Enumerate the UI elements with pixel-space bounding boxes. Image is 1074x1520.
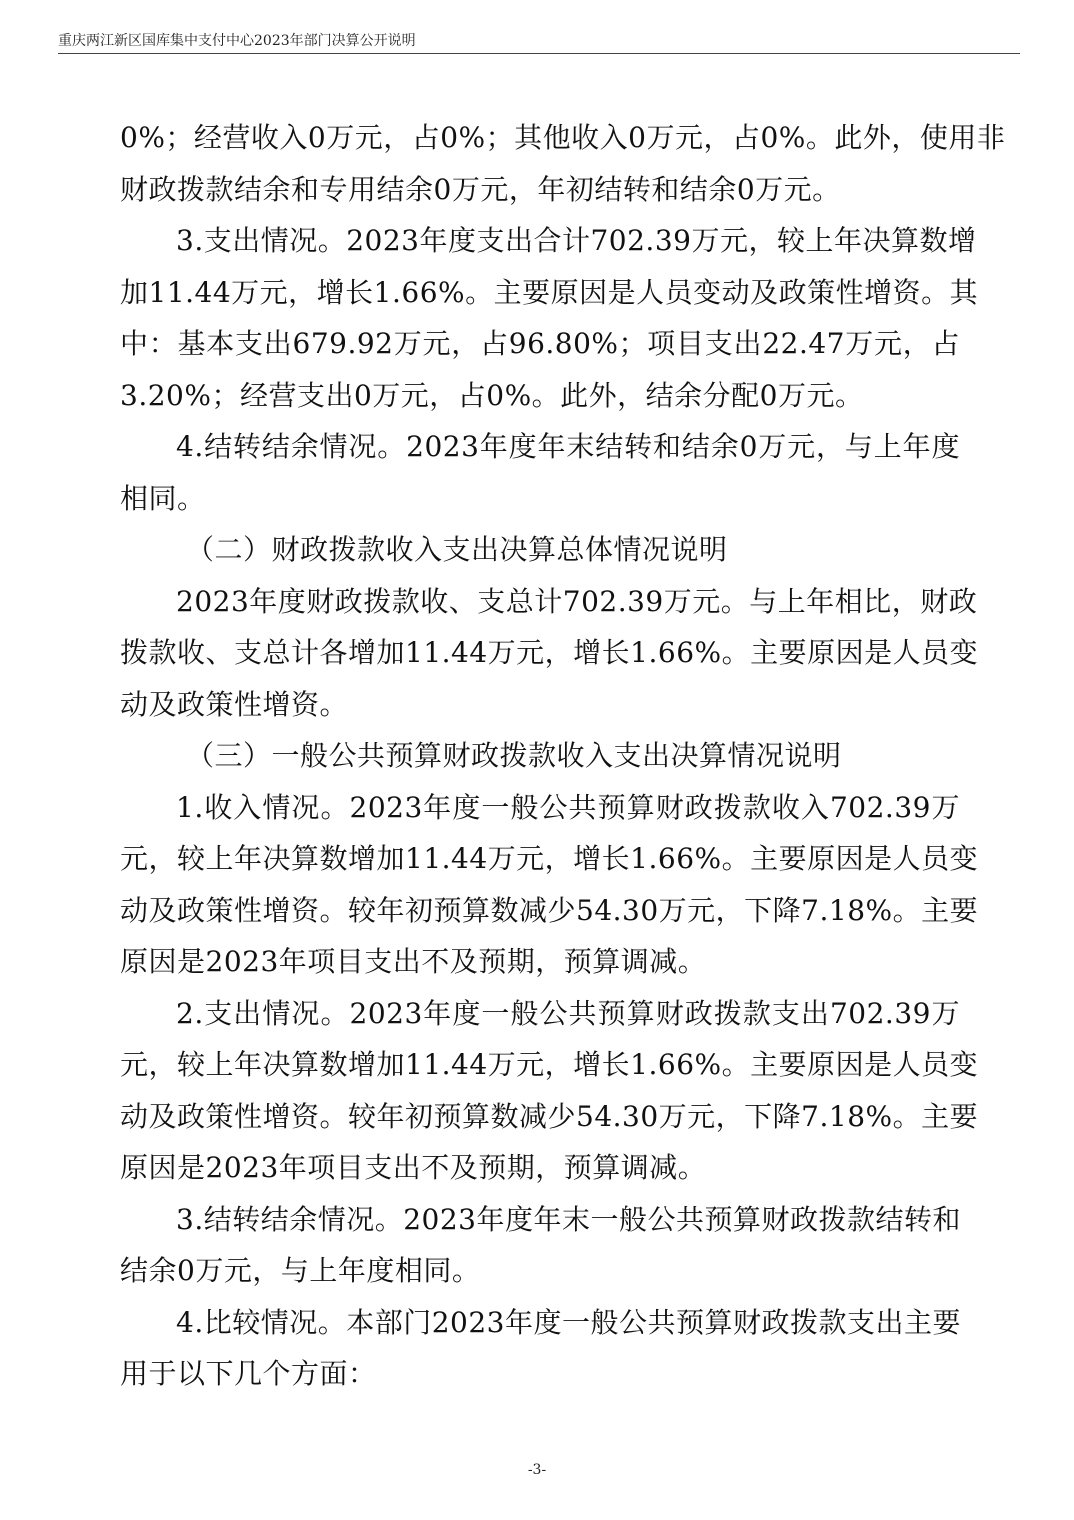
- body-text-line: 动及政策性增资。较年初预算数减少54.30万元，下降7.18%。主要: [120, 893, 979, 927]
- paragraph-first-line: 2023年度财政拨款收、支总计702.39万元。与上年相比，财政: [176, 584, 978, 618]
- paragraph-first-line: 4.比较情况。本部门2023年度一般公共预算财政拨款支出主要: [176, 1305, 961, 1339]
- section-heading: （二）财政拨款收入支出决算总体情况说明: [186, 533, 728, 566]
- section-heading: （三）一般公共预算财政拨款收入支出决算情况说明: [186, 739, 842, 772]
- page-number: -3-: [527, 1462, 547, 1478]
- paragraph-first-line: 3.支出情况。2023年度支出合计702.39万元，较上年决算数增: [176, 224, 977, 257]
- body-text-line: 加11.44万元，增长1.66%。主要原因是人员变动及政策性增资。其: [120, 275, 979, 309]
- body-text-line: 元，较上年决算数增加11.44万元，增长1.66%。主要原因是人员变: [120, 842, 979, 875]
- paragraph-last-line: 原因是2023年项目支出不及预期，预算调减。: [120, 945, 707, 978]
- paragraph-last-line: 3.20%；经营支出0万元，占0%。此外，结余分配0万元。: [120, 378, 864, 412]
- document-header-title: 重庆两江新区国库集中支付中心2023年部门决算公开说明: [58, 33, 416, 49]
- body-text-line: 元，较上年决算数增加11.44万元，增长1.66%。主要原因是人员变: [120, 1048, 979, 1081]
- paragraph-first-line: 4.结转结余情况。2023年度年末结转和结余0万元，与上年度: [176, 430, 960, 463]
- body-text-line: 拨款收、支总计各增加11.44万元，增长1.66%。主要原因是人员变: [120, 636, 979, 669]
- paragraph-last-line: 结余0万元，与上年度相同。: [120, 1254, 481, 1287]
- document-body: [120, 112, 1006, 1400]
- paragraph-first-line: 2.支出情况。2023年度一般公共预算财政拨款支出702.39万: [176, 996, 960, 1030]
- header-divider: [58, 53, 1020, 54]
- body-text-line: 动及政策性增资。较年初预算数减少54.30万元，下降7.18%。主要: [120, 1099, 979, 1133]
- paragraph-last-line: 用于以下几个方面：: [120, 1357, 377, 1390]
- body-text-line: 0%；经营收入0万元，占0%；其他收入0万元，占0%。此外，使用非: [120, 121, 1006, 154]
- paragraph-last-line: 相同。: [120, 481, 206, 515]
- paragraph-first-line: 1.收入情况。2023年度一般公共预算财政拨款收入702.39万: [176, 790, 960, 824]
- paragraph-last-line: 原因是2023年项目支出不及预期，预算调减。: [120, 1151, 707, 1184]
- body-text-line: 中：基本支出679.92万元，占96.80%；项目支出22.47万元，占: [120, 327, 960, 360]
- paragraph-last-line: 动及政策性增资。: [120, 687, 349, 721]
- paragraph-first-line: 3.结转结余情况。2023年度年末一般公共预算财政拨款结转和: [176, 1202, 961, 1236]
- paragraph-last-line: 财政拨款结余和专用结余0万元，年初结转和结余0万元。: [120, 172, 841, 206]
